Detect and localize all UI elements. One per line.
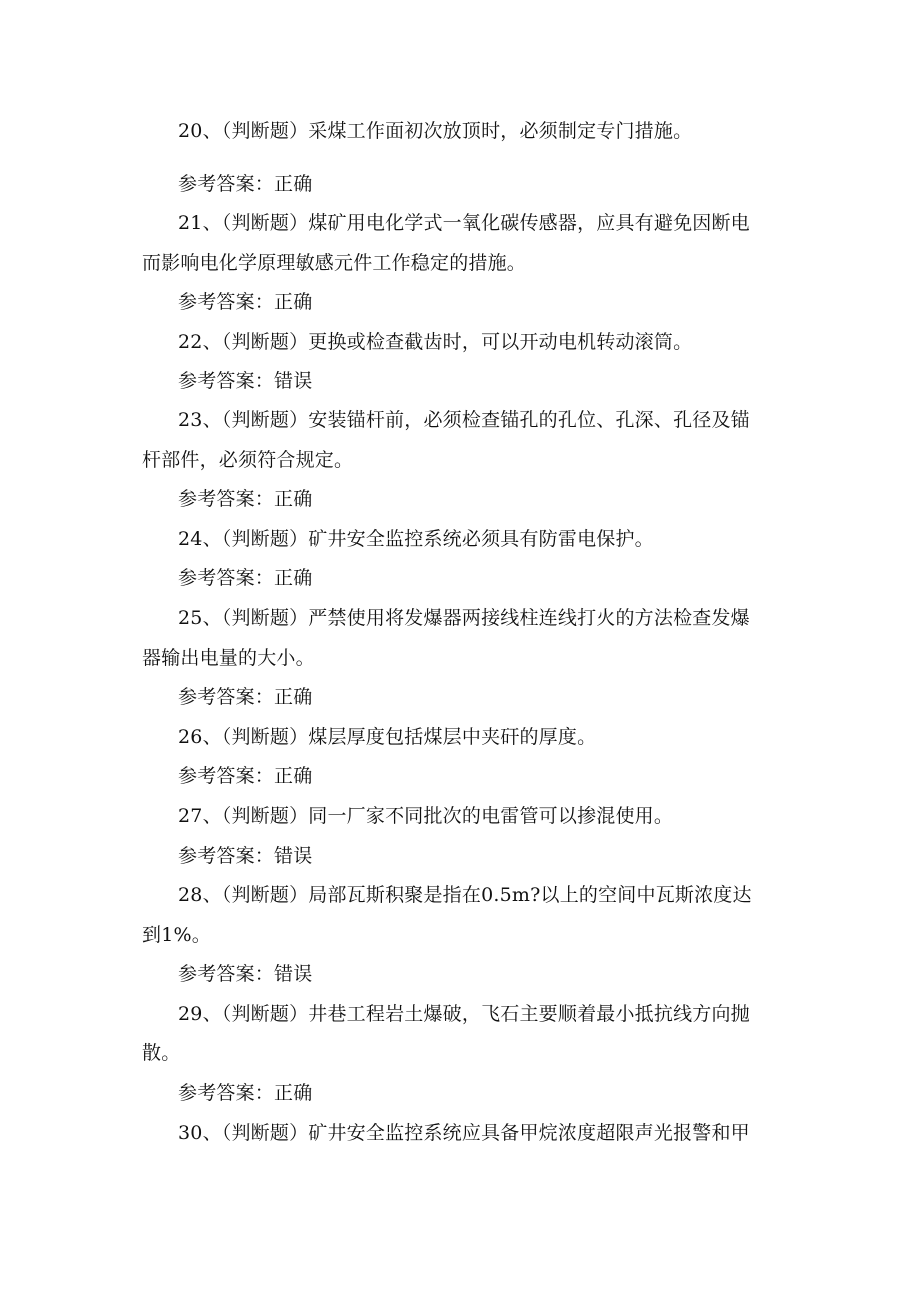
answer-27: 参考答案：错误 [178,845,313,867]
question-30: 30、（判断题）矿井安全监控系统应具备甲烷浓度超限声光报警和甲 [178,1122,750,1144]
question-23: 23、（判断题）安装锚杆前，必须检查锚孔的孔位、孔深、孔径及锚 [178,409,750,431]
question-28: 28、（判断题）局部瓦斯积聚是指在0.5m?以上的空间中瓦斯浓度达 [178,884,752,906]
answer-23: 参考答案：正确 [178,488,313,510]
question-20: 20、（判断题）采煤工作面初次放顶时，必须制定专门措施。 [178,120,693,142]
answer-21: 参考答案：正确 [178,291,313,313]
question-25: 25、（判断题）严禁使用将发爆器两接线柱连线打火的方法检查发爆 [178,607,750,629]
answer-26: 参考答案：正确 [178,765,313,787]
question-29-continued: 散。 [142,1042,181,1064]
answer-24: 参考答案：正确 [178,567,313,589]
question-26: 26、（判断题）煤层厚度包括煤层中夹矸的厚度。 [178,726,597,748]
answer-22: 参考答案：错误 [178,370,313,392]
question-22: 22、（判断题）更换或检查截齿时，可以开动电机转动滚筒。 [178,331,693,353]
question-25-continued: 器输出电量的大小。 [142,647,315,669]
question-24: 24、（判断题）矿井安全监控系统必须具有防雷电保护。 [178,528,654,550]
answer-29: 参考答案：正确 [178,1082,313,1104]
question-29: 29、（判断题）井巷工程岩土爆破，飞石主要顺着最小抵抗线方向抛 [178,1003,750,1025]
question-21: 21、（判断题）煤矿用电化学式一氧化碳传感器，应具有避免因断电 [178,212,750,234]
answer-25: 参考答案：正确 [178,686,313,708]
question-28-continued: 到1%。 [142,924,211,946]
question-23-continued: 杆部件，必须符合规定。 [142,449,354,471]
answer-28: 参考答案：错误 [178,963,313,985]
answer-20: 参考答案：正确 [178,173,313,195]
question-27: 27、（判断题）同一厂家不同批次的电雷管可以掺混使用。 [178,805,674,827]
question-21-continued: 而影响电化学原理敏感元件工作稳定的措施。 [142,252,527,274]
